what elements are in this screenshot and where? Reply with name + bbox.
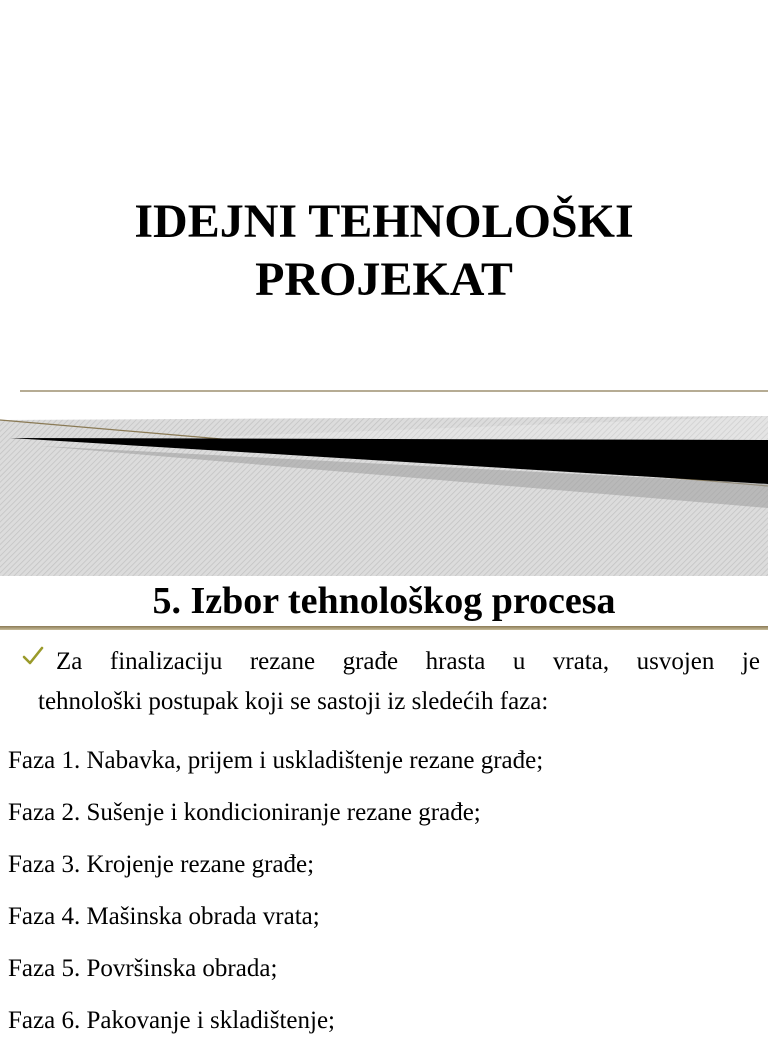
decorative-bands bbox=[0, 380, 768, 576]
list-item: Faza 5. Površinska obrada; bbox=[8, 955, 278, 982]
phase-list bbox=[8, 741, 763, 1053]
intro-line-2: tehnološki postupak koji se sastoji iz sledećih faza: bbox=[38, 688, 549, 715]
section-heading: 5. Izbor tehnološkog procesa bbox=[152, 580, 616, 622]
slide-title bbox=[0, 193, 768, 309]
heading-divider bbox=[0, 626, 768, 630]
title-line-1: IDEJNI TEHNOLOŠKI bbox=[134, 195, 634, 248]
list-item: Faza 2. Sušenje i kondicioniranje rezane građe; bbox=[8, 799, 481, 826]
intro-line-1: Za finalizaciju rezane građe hrasta u vrata, usvojen je bbox=[56, 648, 760, 675]
intro-paragraph bbox=[22, 642, 760, 722]
list-item: Faza 4. Mašinska obrada vrata; bbox=[8, 903, 320, 930]
list-item: Faza 6. Pakovanje i skladištenje; bbox=[8, 1007, 336, 1034]
list-item: Faza 1. Nabavka, prijem i uskladištenje rezane građe; bbox=[8, 747, 544, 774]
title-line-2: PROJEKAT bbox=[255, 253, 513, 306]
checkmark-icon bbox=[22, 645, 44, 667]
list-item: Faza 3. Krojenje rezane građe; bbox=[8, 851, 315, 878]
content-slide bbox=[0, 576, 768, 1034]
